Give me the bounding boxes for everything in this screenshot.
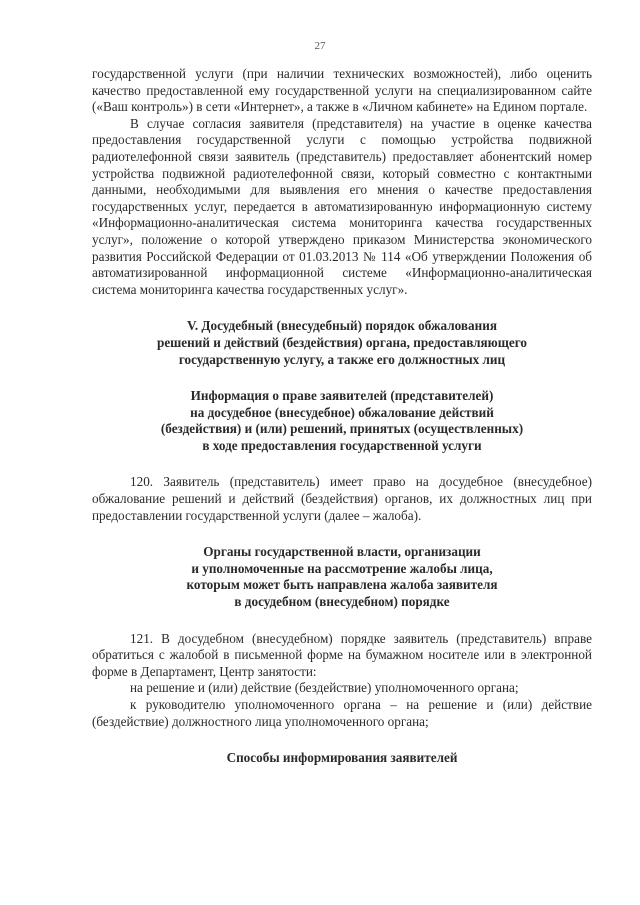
subheading-line: на досудебное (внесудебное) обжалование действий — [190, 404, 494, 420]
subheading-line: которым может быть направлена жалоба заявителя — [186, 577, 498, 593]
section-heading-line: V. Досудебный (внесудебный) порядок обжалования — [187, 318, 497, 334]
paragraph-121-item-b: к руководителю уполномоченного органа – на решение и (или) действие (бездействие) должностного лица уполномоченного органа; — [92, 697, 592, 729]
section-heading-v — [92, 318, 592, 368]
paragraph-121-item-a: на решение и (или) действие (бездействие) уполномоченного органа; — [130, 680, 519, 696]
subheading-informing-methods: Способы информирования заявителей — [226, 750, 458, 766]
paragraph-consent-evaluation: В случае согласия заявителя (представителя) на участие в оценке качества предоставления государственной услуги с помощью устройства подвижной радиотелефонной связи заявитель (представитель) предоставляет абонентский номер устройства подвижной радиотелефонной связи, который совместно с контактными данными, необходимыми для выявления его мнения о качестве предоставления государственных услуг, передается в автоматизированную информационную систему «Информационно-аналитическая система мониторинга качества государственных услуг», положение о которой утверждено приказом Министерства экономического развития Российской Федерации от 01.03.2013 № 114 «Об утверждении Положения об автоматизированной информационной системе «Информационно-аналитическая система мониторинга качества государственных услуг». — [92, 115, 592, 297]
section-heading-line: государственную услугу, а также его должностных лиц — [178, 351, 506, 367]
subheading-appeal-right — [92, 388, 592, 454]
paragraph-continuation: государственной услуги (при наличии технических возможностей), либо оценить качество предоставленной ему государственной услуги на специализированном сайте («Ваш контроль») в сети «Интернет», а также в «Личном кабинете» на Едином портале. — [92, 66, 592, 115]
document-body — [92, 66, 592, 767]
section-heading-line: решений и действий (бездействия) органа, предоставляющего — [156, 334, 527, 350]
paragraph-120: 120. Заявитель (представитель) имеет право на досудебное (внесудебное) обжалование решений и действий (бездействия) органов, их должностных лиц при предоставлении государственной услуги (далее – жалоба). — [92, 474, 592, 523]
subheading-line: (бездействия) и (или) решений, принятых (осуществленных) — [160, 421, 524, 437]
subheading-line: в ходе предоставления государственной услуги — [202, 437, 482, 453]
paragraph-121: 121. В досудебном (внесудебном) порядке заявитель (представитель) вправе обратиться с жалобой в письменной форме на бумажном носителе или в электронной форме в Департамент, Центр занятости: — [92, 630, 592, 679]
subheading-line: и уполномоченные на рассмотрение жалобы лица, — [191, 560, 493, 576]
subheading-line: в досудебном (внесудебном) порядке — [234, 594, 450, 610]
subheading-complaint-bodies — [92, 544, 592, 610]
subheading-line: Органы государственной власти, организации — [203, 544, 481, 560]
page-number: 27 — [314, 40, 326, 52]
subheading-line: Информация о праве заявителей (представителей) — [190, 388, 494, 404]
